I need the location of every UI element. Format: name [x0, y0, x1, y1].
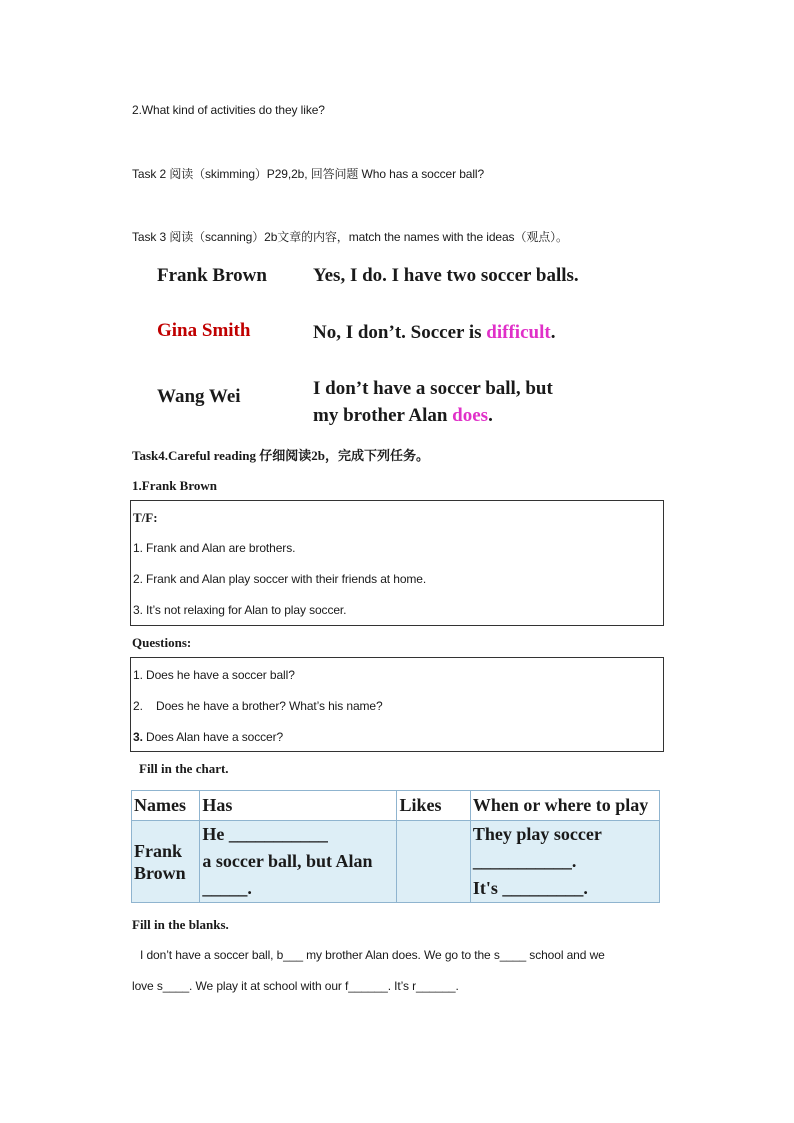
idea-3-line-2: [313, 402, 553, 429]
match-name-frank: Frank Brown: [157, 265, 267, 286]
tf-statement-2: 2. Frank and Alan play soccer with their friends at home.: [133, 572, 427, 586]
name-line-2: Brown: [134, 862, 186, 883]
question-2-text: Does he have a brother? What’s his name?: [156, 699, 383, 713]
cell-likes[interactable]: [397, 821, 470, 903]
idea-2-highlight: difficult: [486, 322, 551, 343]
question-3: [133, 730, 283, 744]
idea-2-period: .: [550, 322, 556, 343]
fill-in-chart-table: [131, 790, 660, 903]
cell-when-where[interactable]: [470, 821, 659, 903]
match-name-gina: Gina Smith: [157, 320, 251, 341]
blanks-line-2: love s____. We play it at school with our f______. It’s r______.: [132, 979, 459, 993]
when-line-3: It's _________.: [472, 878, 588, 898]
has-line-2: a soccer ball, but Alan: [202, 851, 373, 871]
header-when-where: When or where to play: [470, 791, 659, 821]
idea-3-line-1: I don’t have a soccer ball, but: [313, 378, 553, 399]
question-1: 1. Does he have a soccer ball?: [133, 668, 295, 682]
tf-statement-3: 3. It’s not relaxing for Alan to play soccer.: [133, 603, 347, 617]
question-2: 2.What kind of activities do they like?: [132, 103, 325, 117]
when-line-2: ___________.: [472, 851, 577, 871]
cell-has[interactable]: [200, 821, 397, 903]
true-false-label: T/F:: [133, 510, 158, 525]
match-idea-3: [313, 375, 553, 429]
task-2-instruction: Task 2 阅读（skimming）P29,2b, 回答问题 Who has a soccer ball?: [132, 167, 485, 181]
blanks-line-1: I don’t have a soccer ball, b___ my brother Alan does. We go to the s____ school and we: [140, 948, 605, 962]
idea-3-line-2-text: my brother Alan: [313, 405, 453, 426]
fill-blanks-label: Fill in the blanks.: [132, 917, 229, 932]
fill-chart-label: Fill in the chart.: [139, 761, 229, 776]
has-line-1: He ___________: [202, 824, 328, 844]
idea-3-period: .: [488, 405, 493, 426]
cell-name: [132, 821, 200, 903]
tf-statement-1: 1. Frank and Alan are brothers.: [133, 541, 296, 555]
name-line-1: Frank: [134, 840, 183, 861]
question-3-text: Does Alan have a soccer?: [142, 730, 284, 744]
task-3-instruction: Task 3 阅读（scanning）2b文章的内容，match the names with the ideas（观点）。: [132, 230, 568, 244]
header-likes: Likes: [397, 791, 470, 821]
match-idea-1: Yes, I do. I have two soccer balls.: [313, 265, 579, 286]
when-line-1: They play soccer: [472, 824, 602, 844]
match-name-wang: Wang Wei: [157, 386, 241, 407]
true-false-box: [130, 500, 664, 626]
idea-2-text: No, I don’t. Soccer is: [313, 322, 487, 343]
question-2-num: 2.: [133, 699, 143, 713]
has-line-3: _____.: [202, 878, 252, 898]
header-has: Has: [200, 791, 397, 821]
idea-3-highlight: does: [452, 405, 489, 426]
match-idea-2: [313, 322, 555, 344]
question-3-num: 3.: [133, 730, 143, 744]
questions-label: Questions:: [132, 635, 192, 650]
questions-box: [130, 657, 664, 752]
header-names: Names: [132, 791, 200, 821]
frank-brown-heading: 1.Frank Brown: [132, 478, 217, 493]
task-4-heading: Task4.Careful reading 仔细阅读2b，完成下列任务。: [132, 448, 429, 463]
